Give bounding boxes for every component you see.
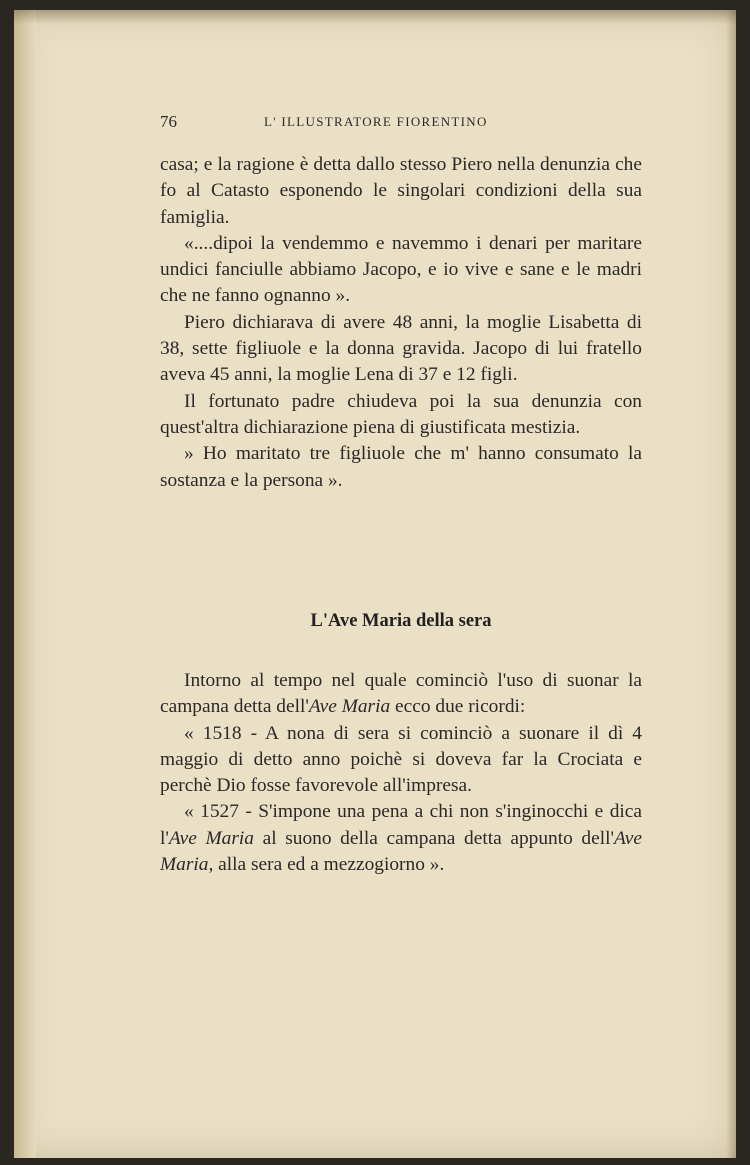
- paragraph-8-middle: al suono della campana detta appunto dell': [253, 827, 615, 849]
- page-gutter: [14, 10, 36, 1158]
- paragraph-6-italic: Ave Maria: [308, 696, 391, 718]
- paragraph-8-tail: alla sera ed a mezzogiorno ».: [213, 854, 445, 876]
- paragraph-1: casa; e la ragione è detta dallo stesso Piero nella denunzia che fo al Catasto esponendo le singolari condizioni della sua famiglia.: [160, 154, 642, 228]
- paragraph-5: » Ho maritato tre figliuole che m' hanno consumato la sostanza e la persona ».: [160, 443, 642, 491]
- paragraph-6-text: Intorno al tempo nel quale cominciò l'uso di suonar la campana detta dell': [160, 670, 642, 718]
- paragraph-6-tail: ecco due ricordi:: [390, 696, 526, 718]
- page-number: 76: [160, 112, 177, 131]
- paragraph-6: [160, 668, 642, 721]
- paragraph-8-text: « 1527 - S'impone una pena a chi non s'inginocchi e dica l': [160, 801, 642, 849]
- paragraph-8: [160, 799, 642, 878]
- section-heading: L'Ave Maria della sera: [310, 611, 492, 631]
- paragraph-7: « 1518 - A nona di sera si cominciò a suonare il dì 4 maggio di detto anno poichè si doveva far la Crociata e perchè Dio fosse favorevole all'impresa.: [160, 722, 642, 797]
- body-text-section-1: [160, 152, 642, 494]
- paragraph-3: Piero dichiarava di avere 48 anni, la moglie Lisabetta di 38, sette figliuole e la donna gravida. Jacopo di lui fratello aveva 45 anni, la moglie Lena di 37 e 12 figli.: [160, 311, 642, 386]
- page-top-shadow: [14, 10, 736, 24]
- paragraph-2: «....dipoi la vendemmo e navemmo i denari per maritare undici fanciulle abbiamo Jacopo, e io vive e sane e le madri che ne fanno ognanno ».: [160, 232, 642, 307]
- page-header: [160, 112, 520, 138]
- paragraph-8-italic-2: Ave Maria,: [160, 827, 643, 876]
- running-title: L' ILLUSTRATORE FIORENTINO: [264, 114, 488, 129]
- page-right-edge: [726, 10, 736, 1158]
- body-text-section-2: [160, 668, 642, 878]
- paragraph-8-italic-1: Ave Maria: [168, 827, 254, 849]
- paragraph-4: Il fortunato padre chiudeva poi la sua denunzia con quest'altra dichiarazione piena di giustificata mestizia.: [160, 390, 642, 438]
